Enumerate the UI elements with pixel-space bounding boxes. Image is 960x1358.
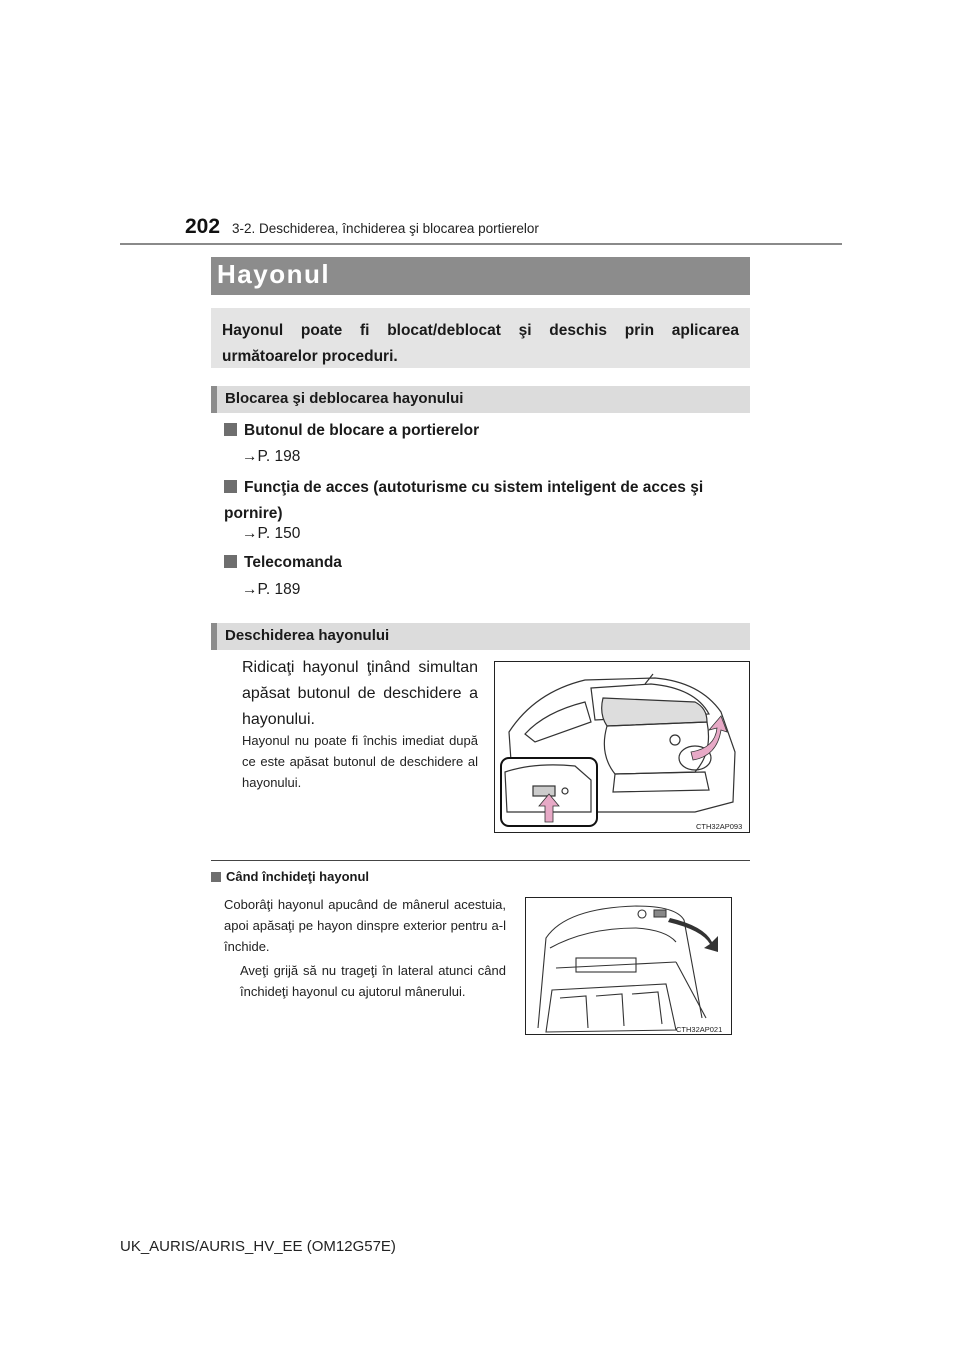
figure-code: CTH32AP093 — [696, 822, 743, 831]
page-title: Hayonul — [217, 259, 331, 289]
section-path: 3-2. Deschiderea, închiderea şi blocarea portierelor — [232, 221, 539, 236]
open-section-heading-text: Deschiderea hayonului — [225, 627, 390, 644]
item-label: Funcţia de acces (autoturisme cu sistem inteligent de acces şi pornire) — [224, 479, 704, 522]
title-bar — [211, 257, 750, 295]
header-rule — [120, 243, 842, 245]
item-label: Telecomanda — [244, 554, 342, 571]
close-section-heading — [211, 869, 369, 884]
square-bullet-icon — [211, 872, 221, 882]
page-reference-link[interactable]: →P. 150 — [242, 525, 301, 542]
open-note: Hayonul nu poate fi închis imediat după ce este apăsat butonul de deschidere al hayonului. — [242, 733, 478, 790]
tailgate-open-illustration — [494, 661, 750, 833]
page-number: 202 — [185, 215, 221, 238]
intro-text: Hayonul poate fi blocat/deblocat şi deschis prin aplicarea următoarelor proceduri. — [222, 322, 739, 365]
lock-section-heading — [211, 386, 750, 413]
figure-code: CTH32AP021 — [676, 1025, 723, 1034]
push-arrow-icon — [668, 918, 718, 952]
list-item — [224, 475, 750, 527]
square-bullet-icon — [224, 480, 237, 493]
tailgate-close-illustration — [525, 897, 732, 1035]
close-instructions: Coborâţi hayonul apucând de mânerul acestuia, apoi apăsaţi pe hayon dinspre exterior pentru a-l închide. — [224, 897, 506, 954]
close-section-heading-text: Când închideţi hayonul — [226, 869, 370, 884]
page-reference-link[interactable]: →P. 189 — [242, 581, 301, 598]
intro-box — [211, 308, 750, 368]
car-rear-drawing — [495, 662, 750, 833]
page-reference-link[interactable]: →P. 198 — [242, 448, 301, 465]
lock-section-heading-text: Blocarea şi deblocarea hayonului — [225, 390, 464, 407]
close-note: Aveţi grijă să nu trageţi în lateral atunci când închideţi hayonul cu ajutorul mânerului. — [240, 963, 506, 999]
footer-document-id: UK_AURIS/AURIS_HV_EE (OM12G57E) — [120, 1238, 396, 1255]
square-bullet-icon — [224, 423, 237, 436]
section-divider — [211, 860, 750, 861]
open-section-heading — [211, 623, 750, 650]
open-instructions: Ridicaţi hayonul ţinând simultan apăsat butonul de deschidere a hayonului. — [242, 659, 478, 728]
square-bullet-icon — [224, 555, 237, 568]
list-item — [224, 550, 750, 576]
item-label: Butonul de blocare a portierelor — [244, 422, 480, 439]
cargo-area-drawing — [526, 898, 732, 1035]
list-item — [224, 418, 750, 444]
